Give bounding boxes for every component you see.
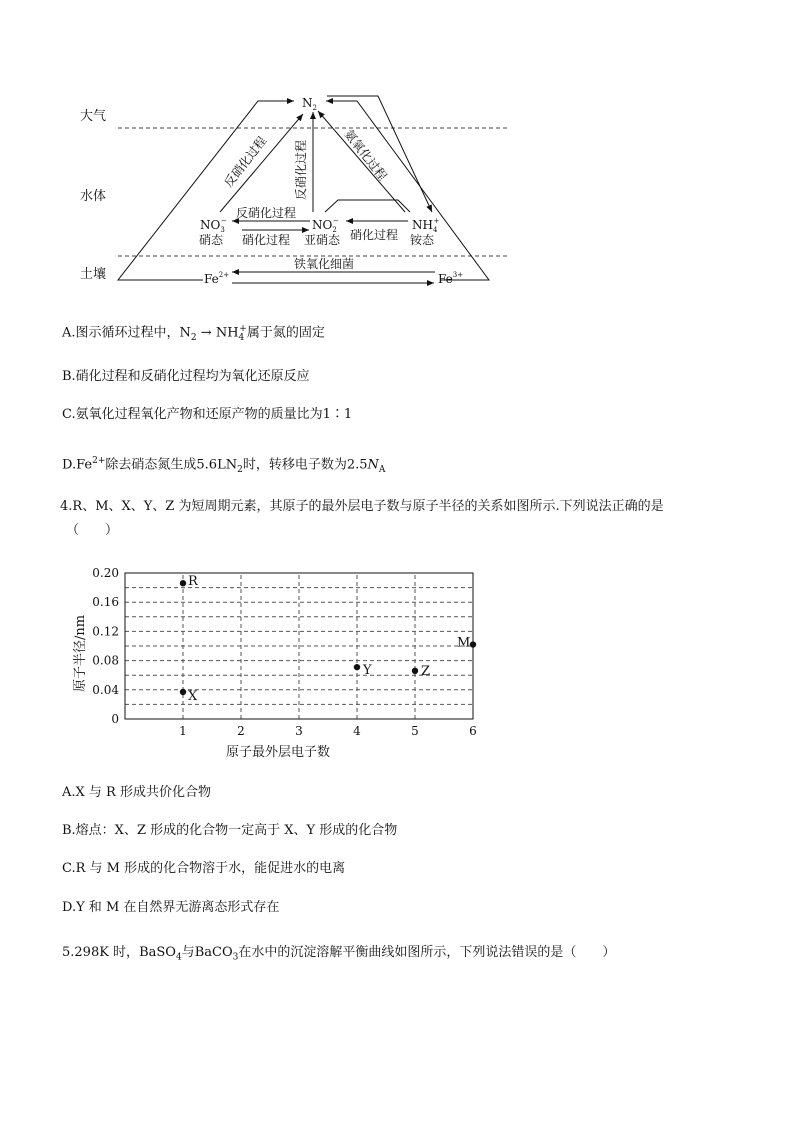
- nit-label-left: 硝化过程: [242, 233, 291, 247]
- iron-bacteria-label: 铁氧化细菌: [294, 257, 355, 271]
- nh4-state: 铵态: [410, 233, 435, 247]
- y-tick-labels: [92, 566, 119, 726]
- n2-label: $N_2$: [302, 96, 317, 112]
- q4-option-b: B.熔点：X、Z 形成的化合物一定高于 X、Y 形成的化合物: [62, 823, 398, 838]
- point-label-r: R: [188, 574, 198, 590]
- nh4-label: $NH_4+$: [412, 217, 440, 234]
- point-label-m: M: [457, 635, 471, 651]
- fe3-label: $Fe^{3+}$: [438, 271, 464, 286]
- q4-option-c: C.R 与 M 形成的化合物溶于水，能促进水的电离: [62, 861, 346, 876]
- q3-option-d: $D.Fe^{2+}$除去硝态氮生成$5.6LN_2$时，转移电子数为$2.5N_A$: [62, 456, 386, 475]
- no2-label: $NO_2-$: [312, 217, 339, 234]
- point-label-x: X: [188, 688, 198, 704]
- chart-points: [180, 574, 476, 704]
- chart-grid: [125, 573, 473, 719]
- q5-stem: 5.298K 时，BaSO$_4$与BaCO$_3$在水中的沉淀溶解平衡曲线如图所示，下列说法错误的是（ ）: [62, 945, 616, 963]
- q3-option-a: A.图示循环过程中，$N_2 \to NH_4^+$属于氮的固定: [62, 324, 325, 343]
- x-tick-label: 1: [179, 724, 187, 738]
- q4-stem-blank: （ ）: [66, 523, 119, 538]
- y-tick-label: 0.08: [92, 653, 119, 668]
- x-axis-label: 原子最外层电子数: [226, 745, 331, 760]
- point-y: [354, 664, 360, 670]
- point-r: [180, 580, 186, 586]
- x-tick-label: 3: [295, 724, 303, 738]
- x-tick-labels: [179, 724, 477, 738]
- point-z: [412, 668, 418, 674]
- denit-label-mid: 反硝化过程: [294, 139, 308, 200]
- layer-label-atmosphere: 大气: [80, 109, 107, 124]
- nit-label-right: 硝化过程: [350, 228, 399, 242]
- x-tick-label: 4: [353, 724, 361, 738]
- no2-state: 亚硝态: [304, 233, 341, 247]
- y-tick-label: 0.12: [92, 624, 119, 639]
- denit-label-h: 反硝化过程: [236, 206, 297, 220]
- y-tick-label: 0.04: [92, 682, 119, 697]
- point-x: [180, 689, 186, 695]
- point-label-z: Z: [421, 663, 431, 679]
- q4-option-a: A.X 与 R 形成共价化合物: [62, 785, 211, 800]
- layer-label-soil: 土壤: [80, 267, 107, 282]
- q4-option-d: D.Y 和 M 在自然界无游离态形式存在: [62, 900, 280, 915]
- denit-label-left: 反硝化过程: [221, 133, 270, 190]
- anammox-label: 氨氧化过程: [341, 127, 390, 184]
- y-tick-label: 0.16: [92, 595, 119, 610]
- no3-label: $NO_3-$: [200, 217, 227, 234]
- q4-stem: 4.R、M、X、Y、Z 为短周期元素，其原子的最外层电子数与原子半径的关系如图所示.下列说法正确的是: [60, 499, 664, 514]
- x-tick-label: 2: [237, 724, 245, 738]
- q3-option-b: B.硝化过程和反硝化过程均为氧化还原反应: [62, 369, 310, 384]
- point-m: [470, 641, 476, 647]
- fe2-label: $Fe^{2+}$: [204, 271, 230, 286]
- x-tick-label: 5: [411, 724, 419, 738]
- y-axis-label: 原子半径/nm: [73, 614, 88, 692]
- point-label-y: Y: [363, 663, 372, 679]
- y-tick-label: 0: [111, 712, 119, 726]
- q3-option-c: C.氨氧化过程氧化产物和还原产物的质量比为1∶1: [62, 407, 353, 422]
- no3-state: 硝态: [199, 233, 224, 247]
- x-tick-label: 6: [469, 724, 477, 738]
- y-tick-label: 0.20: [92, 566, 119, 580]
- layer-label-water: 水体: [80, 189, 107, 204]
